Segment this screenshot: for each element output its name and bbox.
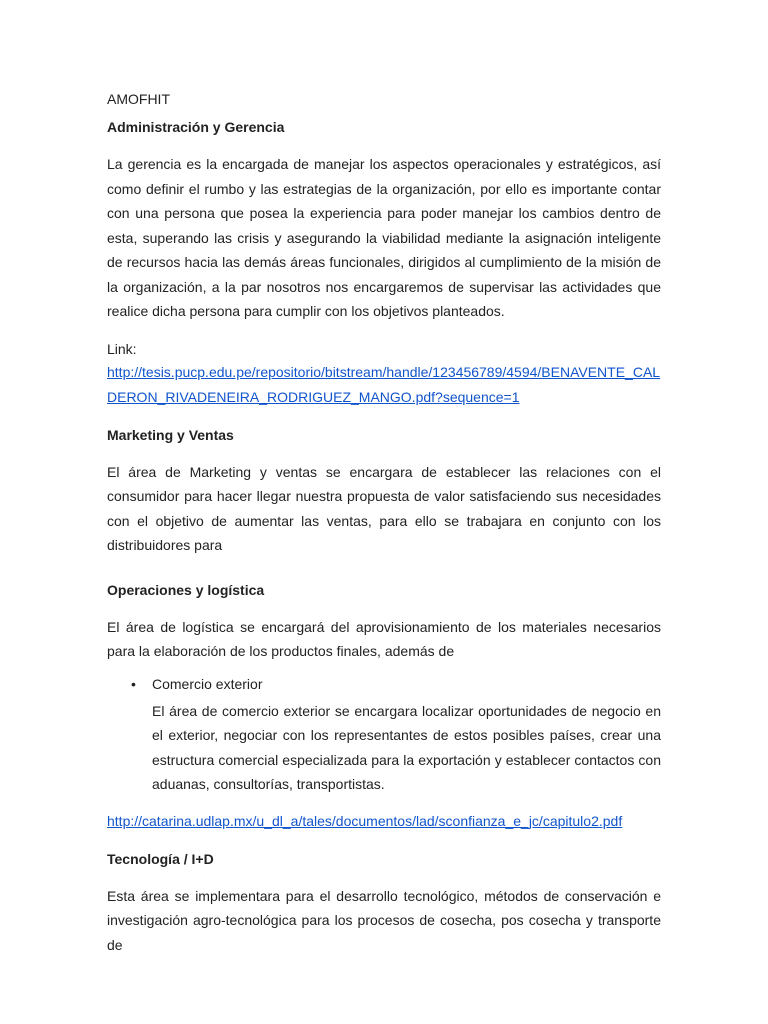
udlap-link[interactable]: http://catarina.udlap.mx/u_dl_a/tales/documentos/lad/sconfianza_e_jc/capitulo2.pdf <box>107 812 623 829</box>
bullet-body: El área de comercio exterior se encargara localizar oportunidades de negocio en el exterior, negociar con los representantes de estos posibles países, crear una estructura comercial especializada para la exportación y establecer contactos con aduanas, consultorías, transportistas. <box>152 702 661 792</box>
section-heading-technology: Tecnología / I+D <box>107 850 214 867</box>
bullet-title: Comercio exterior <box>152 675 263 692</box>
section-heading-operations: Operaciones y logística <box>107 581 265 598</box>
document-title: AMOFHIT <box>107 91 170 107</box>
bullet-icon: • <box>131 675 136 692</box>
section-paragraph-operations: El área de logística se encargará del aprovisionamiento de los materiales necesarios para la elaboración de los productos finales, además de <box>107 618 661 659</box>
section-paragraph-admin: La gerencia es la encargada de manejar los aspectos operacionales y estratégicos, así como definir el rumbo y las estrategias de la organización, por ello es importante contar con una persona que posea la experiencia para poder manejar los cambios dentro de esta, superando las crisis y asegurando la viabilidad mediante la asignación inteligente de recursos hacia las demás áreas funcionales, dirigidos al cumplimiento de la misión de la organización, a la par nosotros nos encargaremos de supervisar las actividades que realice dicha persona para cumplir con los objetivos planteados. <box>107 156 661 319</box>
section-heading-admin: Administración y Gerencia <box>107 119 285 135</box>
document-page <box>107 88 661 966</box>
section-paragraph-technology: Esta área se implementara para el desarrollo tecnológico, métodos de conservación e investigación agro-tecnológica para los procesos de cosecha, pos cosecha y transporte de <box>107 887 661 953</box>
section-heading-marketing: Marketing y Ventas <box>107 426 234 443</box>
link-label: Link: <box>107 340 137 357</box>
blank-line <box>107 567 661 579</box>
pucp-thesis-link[interactable]: http://tesis.pucp.edu.pe/repositorio/bitstream/handle/123456789/4594/BENAVENTE_CALDERON_RIVADENEIRA_RODRIGUEZ_MANGO.pdf?sequence=1 <box>107 363 661 405</box>
bullet-list <box>107 673 661 797</box>
section-paragraph-marketing: El área de Marketing y ventas se encargara de establecer las relaciones con el consumidor para hacer llegar nuestra propuesta de valor satisfaciendo sus necesidades con el objetivo de aumentar las ventas, para ello se trabajara en conjunto con los distribuidores para <box>107 463 661 553</box>
list-item-comercio-exterior <box>107 673 661 797</box>
